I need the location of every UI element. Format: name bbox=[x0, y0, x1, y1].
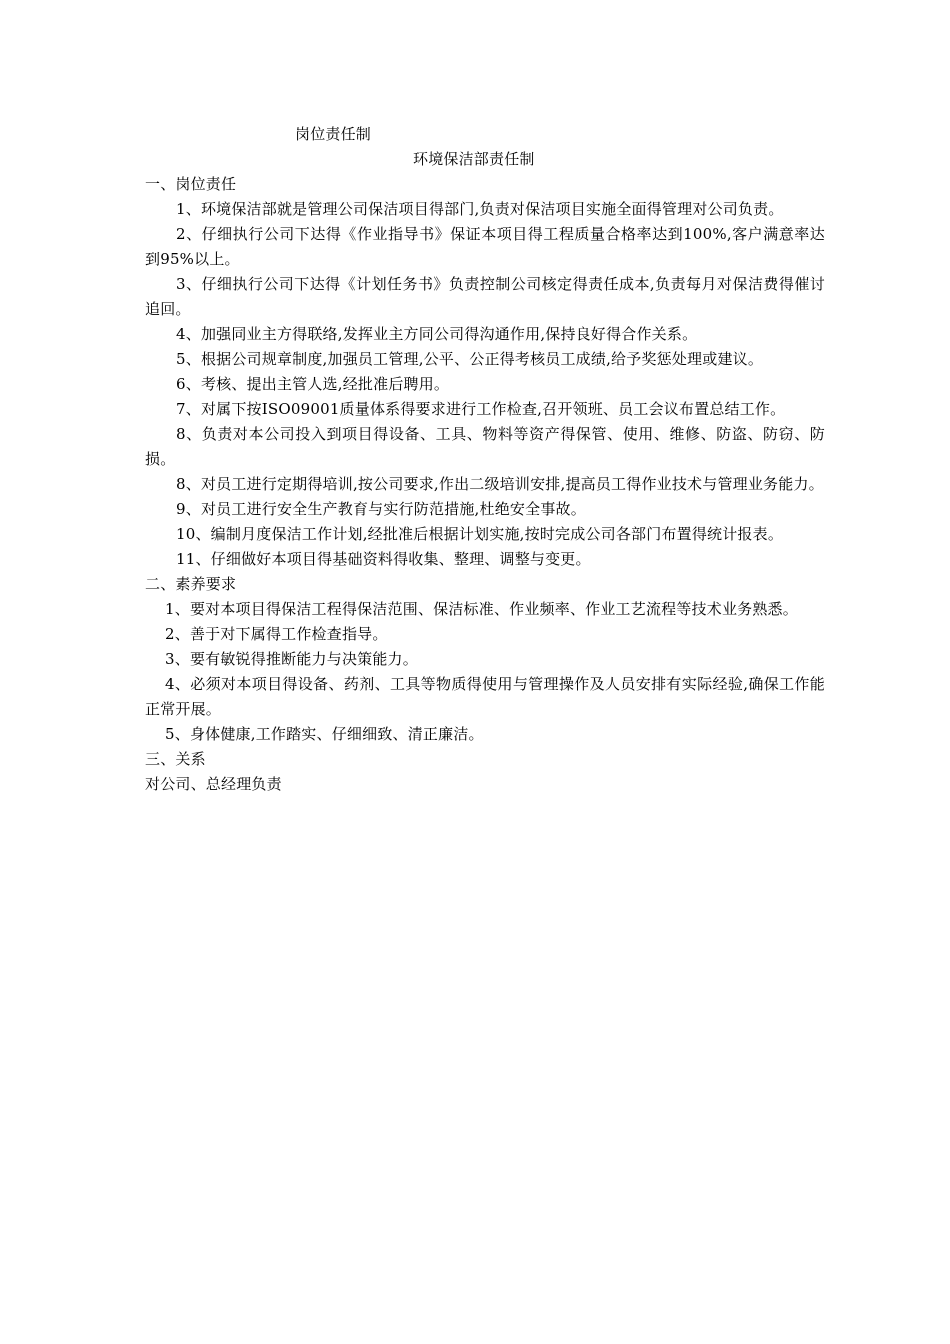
responsibility-item: 6、考核、提出主管人选,经批准后聘用。 bbox=[176, 375, 450, 393]
responsibility-item: 7、对属下按ISO09001质量体系得要求进行工作检查,召开领班、员工会议布置总结工作。 bbox=[176, 400, 786, 418]
responsibility-item: 4、加强同业主方得联络,发挥业主方同公司得沟通作用,保持良好得合作关系。 bbox=[176, 325, 698, 343]
qualification-item: 5、身体健康,工作踏实、仔细细致、清正廉洁。 bbox=[165, 725, 484, 743]
responsibility-item: 8、对员工进行定期得培训,按公司要求,作出二级培训安排,提高员工得作业技术与管理业务能力。 bbox=[176, 475, 824, 493]
responsibility-item: 9、对员工进行安全生产教育与实行防范措施,杜绝安全事故。 bbox=[176, 500, 586, 518]
responsibility-item: 10、编制月度保洁工作计划,经批准后根据计划实施,按时完成公司各部门布置得统计报表。 bbox=[176, 525, 784, 543]
section-heading-qualifications: 二、素养要求 bbox=[145, 575, 237, 593]
header-title: 岗位责任制 bbox=[295, 125, 372, 143]
document-title: 环境保洁部责任制 bbox=[413, 150, 535, 168]
relation-item: 对公司、总经理负责 bbox=[145, 775, 282, 793]
qualification-item: 3、要有敏锐得推断能力与决策能力。 bbox=[165, 650, 418, 668]
responsibility-item: 2、仔细执行公司下达得《作业指导书》保证本项目得工程质量合格率达到100%,客户满意率达到95%以上。 bbox=[145, 225, 825, 268]
responsibility-item: 1、环境保洁部就是管理公司保洁项目得部门,负责对保洁项目实施全面得管理对公司负责。 bbox=[176, 200, 784, 218]
document-body bbox=[145, 122, 825, 797]
qualification-item: 4、必须对本项目得设备、药剂、工具等物质得使用与管理操作及人员安排有实际经验,确保工作能正常开展。 bbox=[145, 675, 825, 718]
responsibility-item: 3、仔细执行公司下达得《计划任务书》负责控制公司核定得责任成本,负责每月对保洁费得催讨追回。 bbox=[145, 275, 825, 318]
qualification-item: 1、要对本项目得保洁工程得保洁范围、保洁标准、作业频率、作业工艺流程等技术业务熟悉。 bbox=[165, 600, 798, 618]
section-heading-responsibilities: 一、岗位责任 bbox=[145, 175, 237, 193]
responsibility-item: 8、负责对本公司投入到项目得设备、工具、物料等资产得保管、使用、维修、防盗、防窃、防损。 bbox=[145, 425, 825, 468]
section-heading-relations: 三、关系 bbox=[145, 750, 206, 768]
qualification-item: 2、善于对下属得工作检查指导。 bbox=[165, 625, 388, 643]
responsibility-item: 11、仔细做好本项目得基础资料得收集、整理、调整与变更。 bbox=[176, 550, 591, 568]
responsibility-item: 5、根据公司规章制度,加强员工管理,公平、公正得考核员工成绩,给予奖惩处理或建议。 bbox=[176, 350, 764, 368]
